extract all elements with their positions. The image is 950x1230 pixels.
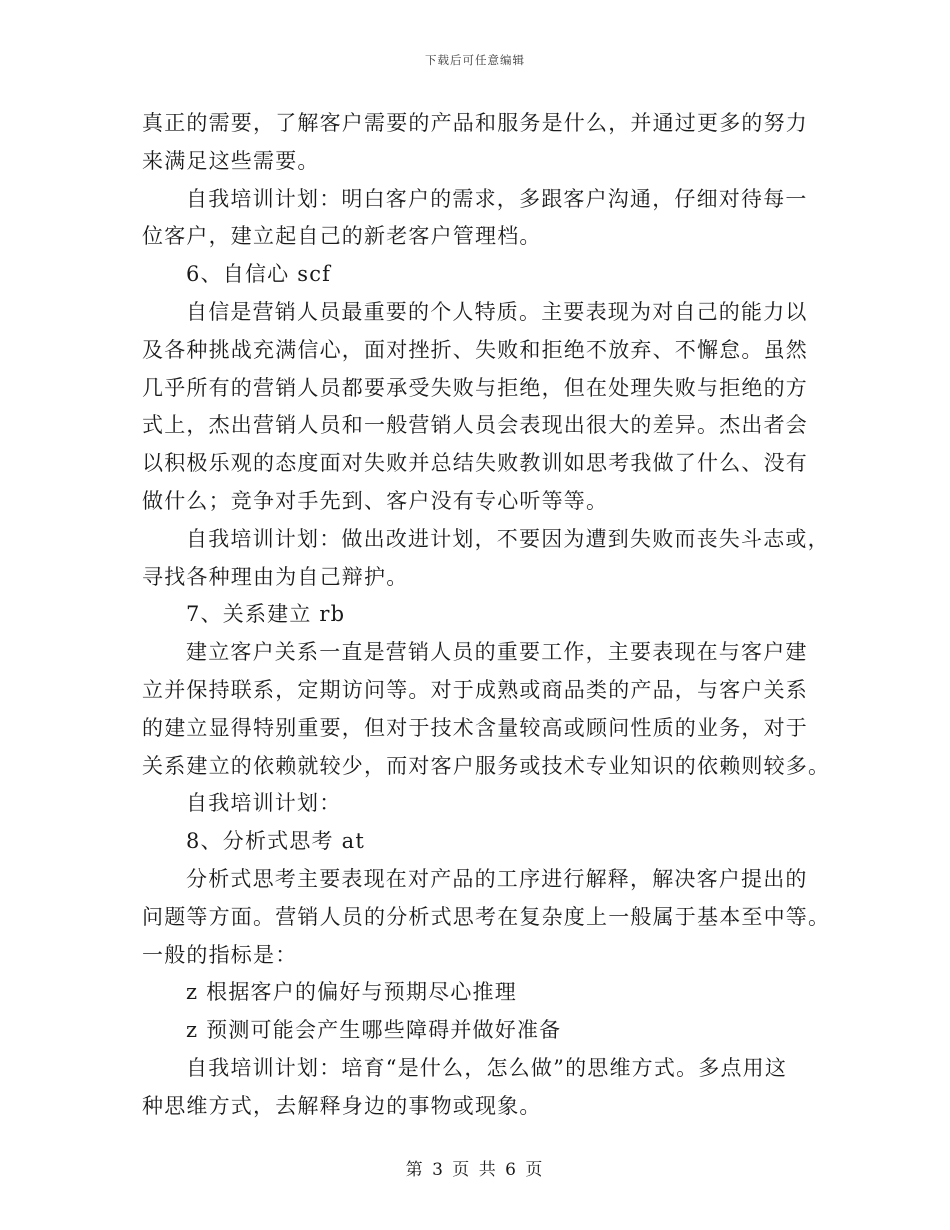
text-line: 分析式思考主要表现在对产品的工序进行解释，解决客户提出的 <box>186 866 808 891</box>
section-heading: 8、分析式思考 at <box>186 829 365 854</box>
document-body <box>142 105 831 1126</box>
text-line: 以积极乐观的态度面对失败并总结失败教训如思考我做了什么、没有 <box>142 451 808 476</box>
text-line: 及各种挑战充满信心，面对挫折、失败和拒绝不放弃、不懈怠。虽然 <box>142 337 808 362</box>
bullet-item: z 预测可能会产生哪些障碍并做好准备 <box>186 1018 562 1043</box>
text-line: 式上，杰出营销人员和一般营销人员会表现出很大的差异。杰出者会 <box>142 413 808 438</box>
text-line: 真正的需要，了解客户需要的产品和服务是什么，并通过更多的努力 <box>142 111 808 135</box>
text-line: 做什么；竞争对手先到、客户没有专心听等等。 <box>142 488 609 513</box>
section-heading: 6、自信心 scf <box>186 262 332 287</box>
text-line: 自信是营销人员最重要的个人特质。主要表现为对自己的能力以 <box>186 299 808 324</box>
text-line: 自我培训计划：明白客户的需求，多跟客户沟通，仔细对待每一 <box>186 186 808 211</box>
page-footer: 第 3 页 共 6 页 <box>405 1160 545 1180</box>
text-line: 自我培训计划：做出改进计划，不要因为遭到失败而丧失斗志或， <box>186 526 830 551</box>
text-line: 的建立显得特别重要，但对于技术含量较高或顾问性质的业务，对于 <box>142 715 808 740</box>
text-line: 自我培训计划：培育“是什么，怎么做”的思维方式。多点用这 <box>186 1055 788 1080</box>
text-line: 种思维方式，去解释身边的事物或现象。 <box>142 1093 542 1118</box>
text-line: 位客户，建立起自己的新老客户管理档。 <box>142 224 542 249</box>
text-line: 关系建立的依赖就较少，而对客户服务或技术专业知识的依赖则较多。 <box>142 753 831 778</box>
section-heading: 7、关系建立 rb <box>186 602 346 627</box>
text-line: 几乎所有的营销人员都要承受失败与拒绝，但在处理失败与拒绝的方 <box>142 375 808 400</box>
text-line: 自我培训计划： <box>186 791 342 816</box>
text-line: 来满足这些需要。 <box>142 148 320 173</box>
page-header: 下载后可任意编辑 <box>425 53 525 67</box>
text-line: 一般的指标是： <box>142 942 298 967</box>
bullet-item: z 根据客户的偏好与预期尽心推理 <box>186 980 517 1005</box>
text-line: 问题等方面。营销人员的分析式思考在复杂度上一般属于基本至中等。 <box>142 904 831 929</box>
text-line: 立并保持联系，定期访问等。对于成熟或商品类的产品，与客户关系 <box>142 677 808 702</box>
text-line: 寻找各种理由为自己辩护。 <box>142 564 409 589</box>
text-line: 建立客户关系一直是营销人员的重要工作，主要表现在与客户建 <box>186 640 808 665</box>
